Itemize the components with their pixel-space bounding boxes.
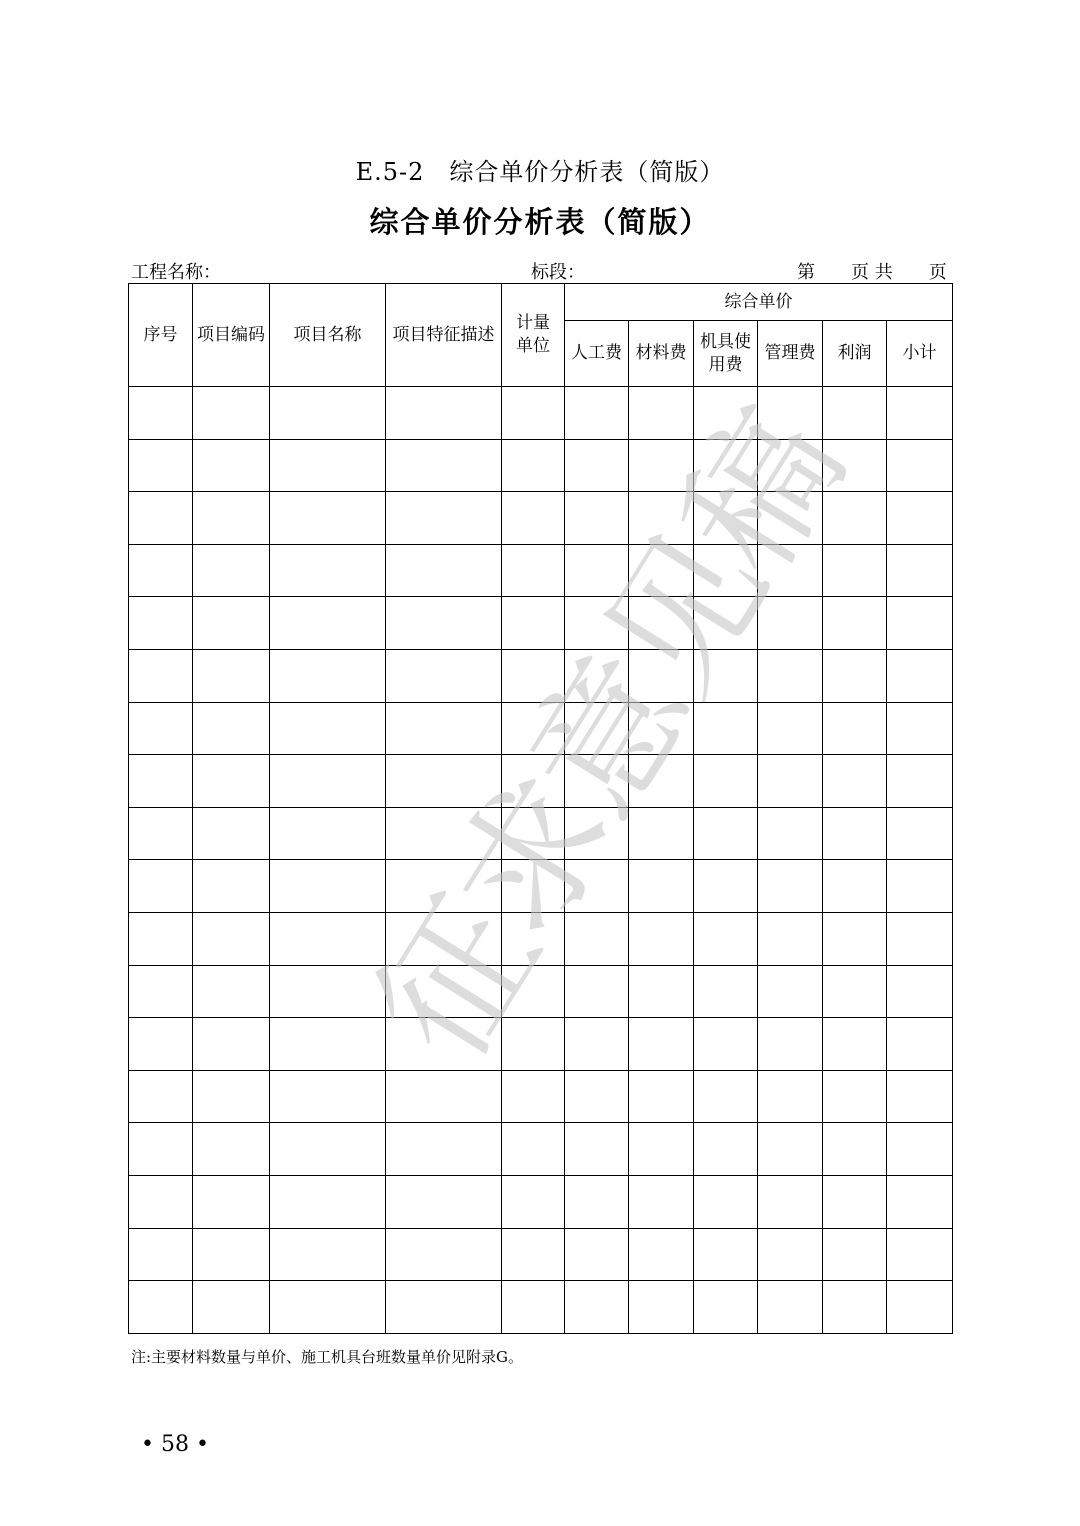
table-cell <box>193 649 270 702</box>
table-cell <box>694 1123 758 1176</box>
table-cell <box>502 755 565 808</box>
table-cell <box>694 597 758 650</box>
header-subtotal: 小计 <box>887 321 953 387</box>
table-cell <box>823 1018 887 1071</box>
table-cell <box>129 1228 193 1281</box>
table-cell <box>270 1175 386 1228</box>
table-cell <box>758 544 823 597</box>
table-cell <box>758 965 823 1018</box>
table-cell <box>629 702 694 755</box>
table-cell <box>193 807 270 860</box>
table-cell <box>193 492 270 545</box>
table-cell <box>270 1228 386 1281</box>
table-cell <box>887 1228 953 1281</box>
table-cell <box>694 1228 758 1281</box>
table-cell <box>565 1175 629 1228</box>
table-cell <box>502 1281 565 1334</box>
table-row <box>129 755 953 808</box>
table-cell <box>565 912 629 965</box>
table-cell <box>887 1175 953 1228</box>
table-cell <box>502 387 565 440</box>
table-cell <box>270 387 386 440</box>
table-cell <box>823 965 887 1018</box>
table-cell <box>193 544 270 597</box>
table-cell <box>823 492 887 545</box>
table-cell <box>694 912 758 965</box>
table-cell <box>629 649 694 702</box>
table-cell <box>823 912 887 965</box>
table-cell <box>823 597 887 650</box>
header-machine-text: 机具使用费 <box>699 331 751 375</box>
table-cell <box>129 912 193 965</box>
table-cell <box>129 387 193 440</box>
table-cell <box>694 492 758 545</box>
table-cell <box>386 1123 502 1176</box>
table-cell <box>758 597 823 650</box>
table-cell <box>502 1228 565 1281</box>
table-cell <box>386 755 502 808</box>
page-count-label: 第 页 共 页 <box>797 262 947 283</box>
table-cell <box>502 1070 565 1123</box>
table-row <box>129 702 953 755</box>
table-cell <box>887 439 953 492</box>
table-cell <box>129 544 193 597</box>
table-cell <box>193 1281 270 1334</box>
table-cell <box>887 1070 953 1123</box>
table-cell <box>823 860 887 913</box>
table-cell <box>629 387 694 440</box>
table-cell <box>129 1123 193 1176</box>
table-cell <box>129 1175 193 1228</box>
table-cell <box>823 387 887 440</box>
table-cell <box>694 544 758 597</box>
table-cell <box>629 860 694 913</box>
table-cell <box>193 755 270 808</box>
table-cell <box>386 702 502 755</box>
table-cell <box>565 1018 629 1071</box>
table-cell <box>129 649 193 702</box>
table-cell <box>758 1070 823 1123</box>
table-cell <box>823 1070 887 1123</box>
table-cell <box>887 649 953 702</box>
table-cell <box>386 1281 502 1334</box>
table-cell <box>129 807 193 860</box>
table-row <box>129 912 953 965</box>
table-cell <box>823 439 887 492</box>
table-cell <box>129 1070 193 1123</box>
header-profit: 利润 <box>823 321 887 387</box>
table-cell <box>694 1175 758 1228</box>
table-cell <box>193 387 270 440</box>
header-management: 管理费 <box>758 321 823 387</box>
table-row <box>129 1123 953 1176</box>
table-cell <box>502 860 565 913</box>
table-row <box>129 1228 953 1281</box>
table-body <box>129 387 953 1334</box>
table-cell <box>629 965 694 1018</box>
table-cell <box>694 649 758 702</box>
table-cell <box>694 1281 758 1334</box>
table-cell <box>694 1018 758 1071</box>
table-cell <box>887 965 953 1018</box>
table-cell <box>565 649 629 702</box>
table-cell <box>629 912 694 965</box>
table-cell <box>758 912 823 965</box>
page-number: • 58 • <box>141 1432 209 1457</box>
table-cell <box>694 387 758 440</box>
table-cell <box>565 860 629 913</box>
table-cell <box>629 492 694 545</box>
project-name-label: 工程名称： <box>131 262 221 283</box>
table-cell <box>887 912 953 965</box>
table-cell <box>193 965 270 1018</box>
table-cell <box>129 755 193 808</box>
table-cell <box>270 597 386 650</box>
table-cell <box>193 1228 270 1281</box>
table-row <box>129 439 953 492</box>
table-cell <box>823 649 887 702</box>
table-row <box>129 965 953 1018</box>
table-cell <box>694 755 758 808</box>
table-row <box>129 860 953 913</box>
table-cell <box>386 1175 502 1228</box>
table-cell <box>887 1281 953 1334</box>
header-unit <box>502 284 565 387</box>
table-cell <box>386 1070 502 1123</box>
table-cell <box>270 1070 386 1123</box>
table-row <box>129 387 953 440</box>
table-cell <box>270 1018 386 1071</box>
table-cell <box>565 1228 629 1281</box>
table-cell <box>758 807 823 860</box>
table-cell <box>193 1175 270 1228</box>
table-cell <box>502 492 565 545</box>
table-cell <box>758 1018 823 1071</box>
table-cell <box>502 1018 565 1071</box>
table-cell <box>386 649 502 702</box>
table-cell <box>565 1123 629 1176</box>
table-cell <box>823 1228 887 1281</box>
table-note: 注:主要材料数量与单价、施工机具台班数量单价见附录G。 <box>131 1348 524 1366</box>
table-cell <box>694 439 758 492</box>
header-feature: 项目特征描述 <box>386 284 502 387</box>
table-cell <box>270 649 386 702</box>
table-cell <box>502 1123 565 1176</box>
table-cell <box>270 492 386 545</box>
header-composite: 综合单价 <box>565 284 953 321</box>
table-cell <box>758 702 823 755</box>
table-cell <box>694 1070 758 1123</box>
table-cell <box>758 387 823 440</box>
table-cell <box>502 439 565 492</box>
table-cell <box>129 439 193 492</box>
table-cell <box>193 597 270 650</box>
table-cell <box>386 492 502 545</box>
table-cell <box>887 387 953 440</box>
table-cell <box>694 860 758 913</box>
table-cell <box>694 965 758 1018</box>
table-row <box>129 597 953 650</box>
table-row <box>129 1018 953 1071</box>
table-row <box>129 1070 953 1123</box>
table-cell <box>193 860 270 913</box>
table-cell <box>887 807 953 860</box>
table-cell <box>565 755 629 808</box>
table-cell <box>270 807 386 860</box>
table-cell <box>502 702 565 755</box>
unit-price-analysis-table <box>128 283 953 1334</box>
table-cell <box>502 965 565 1018</box>
table-cell <box>887 597 953 650</box>
table-row <box>129 1281 953 1334</box>
table-cell <box>629 1070 694 1123</box>
table-cell <box>129 1018 193 1071</box>
table-cell <box>386 544 502 597</box>
table-cell <box>386 597 502 650</box>
table-cell <box>887 492 953 545</box>
table-cell <box>129 1281 193 1334</box>
table-cell <box>565 702 629 755</box>
table-cell <box>887 702 953 755</box>
table-cell <box>887 544 953 597</box>
table-cell <box>270 544 386 597</box>
table-cell <box>502 807 565 860</box>
table-cell <box>502 597 565 650</box>
table-cell <box>758 1175 823 1228</box>
section-label: 标段： <box>531 262 585 283</box>
table-row <box>129 492 953 545</box>
table-cell <box>694 807 758 860</box>
table-cell <box>629 1281 694 1334</box>
table-cell <box>129 965 193 1018</box>
table-cell <box>565 387 629 440</box>
table-cell <box>823 544 887 597</box>
table-cell <box>270 702 386 755</box>
table-cell <box>565 492 629 545</box>
table-cell <box>758 755 823 808</box>
table-cell <box>270 439 386 492</box>
table-cell <box>758 1228 823 1281</box>
table-cell <box>565 1070 629 1123</box>
table-cell <box>629 755 694 808</box>
table-cell <box>758 492 823 545</box>
header-row-1 <box>129 284 953 321</box>
table-cell <box>270 965 386 1018</box>
table-cell <box>193 1018 270 1071</box>
table-cell <box>823 1175 887 1228</box>
table-cell <box>629 597 694 650</box>
header-material: 材料费 <box>629 321 694 387</box>
table-cell <box>386 387 502 440</box>
table-cell <box>386 1018 502 1071</box>
table-cell <box>758 439 823 492</box>
table-cell <box>129 597 193 650</box>
table-cell <box>386 807 502 860</box>
table-cell <box>565 1281 629 1334</box>
header-code: 项目编码 <box>193 284 270 387</box>
table-cell <box>502 649 565 702</box>
table-cell <box>629 1018 694 1071</box>
header-machine <box>694 321 758 387</box>
table-cell <box>129 702 193 755</box>
table-cell <box>629 1228 694 1281</box>
table-cell <box>629 544 694 597</box>
table-cell <box>887 1123 953 1176</box>
table-cell <box>887 860 953 913</box>
table-cell <box>193 1070 270 1123</box>
document-caption: E.5-2 综合单价分析表（简版） <box>355 158 725 186</box>
table-cell <box>270 860 386 913</box>
table-cell <box>193 1123 270 1176</box>
table-cell <box>270 755 386 808</box>
header-name: 项目名称 <box>270 284 386 387</box>
table-cell <box>270 1123 386 1176</box>
table-cell <box>887 755 953 808</box>
table-cell <box>629 1123 694 1176</box>
table-cell <box>694 702 758 755</box>
table-cell <box>386 965 502 1018</box>
table-cell <box>193 439 270 492</box>
table-cell <box>629 807 694 860</box>
table-cell <box>629 1175 694 1228</box>
table-cell <box>193 702 270 755</box>
table-cell <box>565 965 629 1018</box>
table-row <box>129 649 953 702</box>
table-cell <box>129 492 193 545</box>
table-cell <box>565 439 629 492</box>
table-cell <box>823 807 887 860</box>
table-title: 综合单价分析表（简版） <box>369 205 711 239</box>
table-cell <box>386 912 502 965</box>
table-cell <box>758 649 823 702</box>
table-row <box>129 807 953 860</box>
table-cell <box>823 1281 887 1334</box>
table-cell <box>565 544 629 597</box>
header-unit-text: 计量单位 <box>516 313 550 356</box>
table-cell <box>758 1123 823 1176</box>
header-seq: 序号 <box>129 284 193 387</box>
table-cell <box>386 1228 502 1281</box>
table-cell <box>502 544 565 597</box>
table-cell <box>386 860 502 913</box>
table-cell <box>193 912 270 965</box>
table-cell <box>270 1281 386 1334</box>
table-row <box>129 544 953 597</box>
table-cell <box>758 1281 823 1334</box>
table-cell <box>887 1018 953 1071</box>
table-cell <box>270 912 386 965</box>
table-cell <box>823 755 887 808</box>
table-cell <box>823 1123 887 1176</box>
table-cell <box>629 439 694 492</box>
table-cell <box>129 860 193 913</box>
table-row <box>129 1175 953 1228</box>
table-cell <box>565 807 629 860</box>
table-cell <box>386 439 502 492</box>
table-cell <box>823 702 887 755</box>
table-cell <box>758 860 823 913</box>
table-cell <box>565 597 629 650</box>
table-cell <box>502 1175 565 1228</box>
table-cell <box>502 912 565 965</box>
header-labor: 人工费 <box>565 321 629 387</box>
draft-watermark: 征求意见稿 <box>344 386 874 1089</box>
